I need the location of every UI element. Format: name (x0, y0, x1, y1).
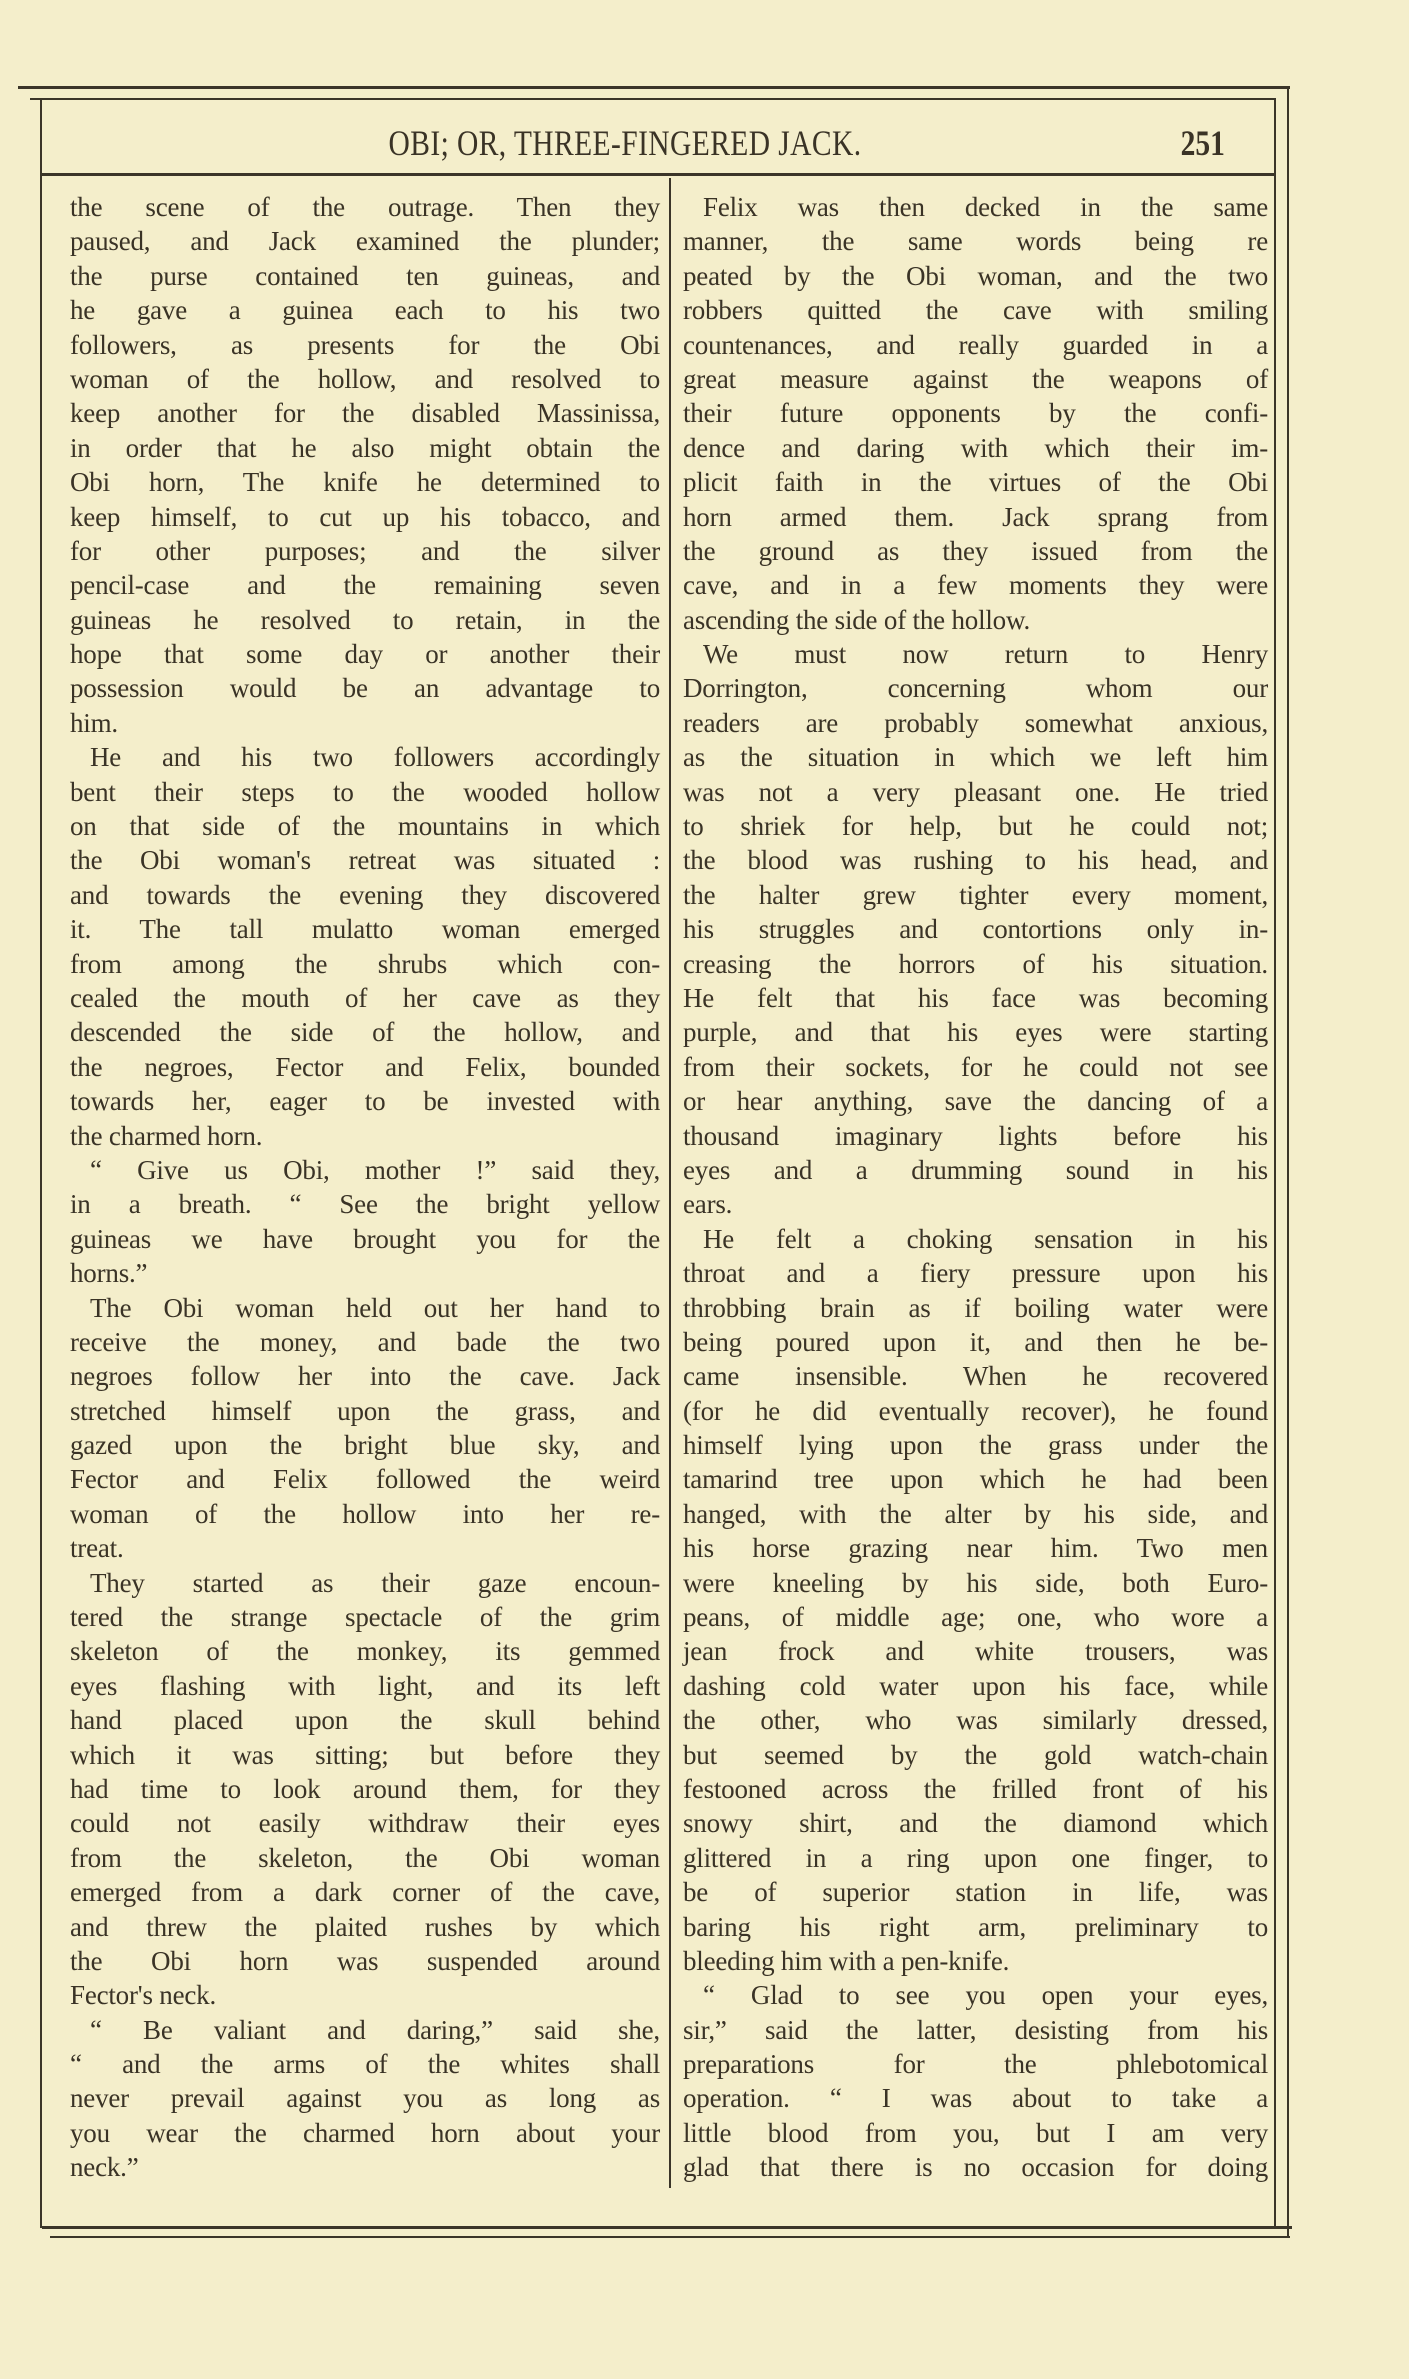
text-line: was not a very pleasant one. He tried (683, 776, 1268, 807)
text-line: you wear the charmed horn about your (70, 2117, 660, 2148)
text-line: great measure against the weapons of (683, 363, 1268, 394)
text-line: and threw the plaited rushes by which (70, 1911, 660, 1942)
text-line: eyes and a drumming sound in his (683, 1154, 1268, 1185)
left-column (70, 190, 660, 2185)
text-line: ascending the side of the hollow. (683, 604, 1031, 635)
text-line: hand placed upon the skull behind (70, 1705, 660, 1736)
text-line: The Obi woman held out her hand to (90, 1292, 660, 1323)
text-line: he gave a guinea each to his two (70, 295, 660, 326)
frame-right (1274, 98, 1276, 2228)
text-line: He felt a choking sensation in his (703, 1223, 1268, 1254)
text-line: in a breath. “ See the bright yellow (70, 1189, 660, 1220)
text-line: their future opponents by the confi- (683, 398, 1268, 429)
text-line: He and his two followers accordingly (90, 742, 660, 773)
text-line: creasing the horrors of his situation. (683, 948, 1268, 979)
text-line: from among the shrubs which con- (70, 948, 660, 979)
text-line: tamarind tree upon which he had been (683, 1464, 1268, 1495)
text-line: and towards the evening they discovered (70, 879, 660, 910)
text-line: woman of the hollow into her re- (70, 1498, 660, 1529)
text-line: (for he did eventually recover), he found (683, 1395, 1268, 1426)
text-line: the Obi horn was suspended around (70, 1945, 660, 1976)
text-line: hanged, with the alter by his side, and (683, 1498, 1268, 1529)
text-line: neck.” (70, 2152, 139, 2183)
text-line: emerged from a dark corner of the cave, (70, 1877, 660, 1908)
running-header (40, 120, 1225, 170)
text-line: thousand imaginary lights before his (683, 1120, 1268, 1151)
text-line: guineas we have brought you for the (70, 1223, 660, 1254)
inner-frame-top (30, 98, 1275, 100)
text-line: festooned across the frilled front of his (683, 1773, 1268, 1804)
text-line: for other purposes; and the silver (70, 535, 660, 566)
text-line: “ Give us Obi, mother !” said they, (90, 1154, 660, 1185)
text-line: robbers quitted the cave with smiling (683, 295, 1268, 326)
text-line: sir,” said the latter, desisting from his (683, 2014, 1268, 2045)
text-line: cealed the mouth of her cave as they (70, 982, 660, 1013)
text-line: negroes follow her into the cave. Jack (70, 1361, 660, 1392)
text-line: bleeding him with a pen-knife. (683, 1945, 1010, 1976)
text-line: dashing cold water upon his face, while (683, 1670, 1268, 1701)
text-line: jean frock and white trousers, was (683, 1636, 1268, 1667)
text-line: the blood was rushing to his head, and (683, 845, 1268, 876)
text-line: skeleton of the monkey, its gemmed (70, 1636, 660, 1667)
text-line: Fector's neck. (70, 1980, 217, 2011)
text-line: be of superior station in life, was (683, 1877, 1268, 1908)
text-line: keep another for the disabled Massinissa, (70, 398, 660, 429)
text-line: receive the money, and bade the two (70, 1326, 660, 1357)
text-line: Dorrington, concerning whom our (683, 673, 1268, 704)
outer-frame-right (1287, 86, 1289, 2236)
text-line: his struggles and contortions only in- (683, 914, 1268, 945)
text-line: possession would be an advantage to (70, 673, 660, 704)
text-line: from the skeleton, the Obi woman (70, 1842, 660, 1873)
text-line: never prevail against you as long as (70, 2083, 660, 2114)
text-line: but seemed by the gold watch-chain (683, 1739, 1268, 1770)
text-line: towards her, eager to be invested with (70, 1086, 660, 1117)
text-line: glittered in a ring upon one finger, to (683, 1842, 1268, 1873)
text-line: in order that he also might obtain the (70, 432, 660, 463)
text-line: snowy shirt, and the diamond which (683, 1808, 1268, 1839)
text-line: horn armed them. Jack sprang from (683, 501, 1268, 532)
text-line: from their sockets, for he could not see (683, 1051, 1268, 1082)
text-line: as the situation in which we left him (683, 742, 1268, 773)
text-line: pencil-case and the remaining seven (70, 570, 660, 601)
text-line: plicit faith in the virtues of the Obi (683, 467, 1268, 498)
text-line: stretched himself upon the grass, and (70, 1395, 660, 1426)
text-line: woman of the hollow, and resolved to (70, 363, 660, 394)
text-line: throbbing brain as if boiling water were (683, 1292, 1268, 1323)
text-line: ears. (683, 1189, 733, 1220)
text-line: readers are probably somewhat anxious, (683, 707, 1268, 738)
text-line: which it was sitting; but before they (70, 1739, 660, 1770)
text-line: throat and a fiery pressure upon his (683, 1258, 1268, 1289)
text-line: peans, of middle age; one, who wore a (683, 1602, 1268, 1633)
running-title: OBI; OR, THREE-FINGERED JACK. (388, 123, 862, 163)
text-line: glad that there is no occasion for doing (683, 2152, 1268, 2183)
text-line: eyes flashing with light, and its left (70, 1670, 660, 1701)
text-line: his horse grazing near him. Two men (683, 1533, 1268, 1564)
text-line: manner, the same words being re (683, 226, 1268, 257)
text-line: hope that some day or another their (70, 639, 660, 670)
text-line: the Obi woman's retreat was situated : (70, 845, 660, 876)
text-line: keep himself, to cut up his tobacco, and (70, 501, 660, 532)
text-line: could not easily withdraw their eyes (70, 1808, 660, 1839)
text-line: treat. (70, 1533, 124, 1564)
outer-frame-top (18, 86, 1290, 89)
text-line: “ Be valiant and daring,” said she, (90, 2014, 660, 2045)
text-line: “ Glad to see you open your eyes, (703, 1980, 1268, 2011)
text-line: bent their steps to the wooded hollow (70, 776, 660, 807)
text-line: it. The tall mulatto woman emerged (70, 914, 660, 945)
text-line: We must now return to Henry (703, 639, 1268, 670)
text-line: guineas he resolved to retain, in the (70, 604, 660, 635)
text-line: little blood from you, but I am very (683, 2117, 1268, 2148)
text-line: were kneeling by his side, both Euro- (683, 1567, 1268, 1598)
column-divider (669, 178, 671, 2188)
bottom-rule (42, 2226, 1292, 2229)
text-line: He felt that his face was becoming (683, 982, 1268, 1013)
text-line: purple, and that his eyes were starting (683, 1017, 1268, 1048)
frame-left (40, 98, 42, 2228)
text-line: the purse contained ten guineas, and (70, 260, 660, 291)
text-line: the other, who was similarly dressed, (683, 1705, 1268, 1736)
text-line: the negroes, Fector and Felix, bounded (70, 1051, 660, 1082)
text-line: gazed upon the bright blue sky, and (70, 1430, 660, 1461)
text-line: tered the strange spectacle of the grim (70, 1602, 660, 1633)
text-line: or hear anything, save the dancing of a (683, 1086, 1268, 1117)
text-line: countenances, and really guarded in a (683, 329, 1268, 360)
text-line: the halter grew tighter every moment, (683, 879, 1268, 910)
text-line: to shriek for help, but he could not; (683, 811, 1268, 842)
text-line: peated by the Obi woman, and the two (683, 260, 1268, 291)
text-line: on that side of the mountains in which (70, 811, 660, 842)
text-line: cave, and in a few moments they were (683, 570, 1268, 601)
text-line: the scene of the outrage. Then they (70, 192, 660, 222)
text-line: came insensible. When he recovered (683, 1361, 1268, 1392)
text-line: being poured upon it, and then he be- (683, 1326, 1268, 1357)
page-number: 251 (1180, 123, 1225, 163)
text-line: operation. “ I was about to take a (683, 2083, 1268, 2114)
text-line: the ground as they issued from the (683, 535, 1268, 566)
text-line: himself lying upon the grass under the (683, 1430, 1268, 1461)
text-line: Felix was then decked in the same (703, 192, 1268, 222)
text-line: Fector and Felix followed the weird (70, 1464, 660, 1495)
text-line: They started as their gaze encoun- (90, 1567, 660, 1598)
text-line: preparations for the phlebotomical (683, 2049, 1268, 2080)
text-line: dence and daring with which their im- (683, 432, 1268, 463)
text-line: the charmed horn. (70, 1120, 263, 1151)
header-rule (42, 173, 1274, 176)
text-line: baring his right arm, preliminary to (683, 1911, 1268, 1942)
bottom-rule-outer (50, 2236, 1290, 2238)
text-line: descended the side of the hollow, and (70, 1017, 660, 1048)
text-line: “ and the arms of the whites shall (70, 2049, 660, 2080)
text-line: followers, as presents for the Obi (70, 329, 660, 360)
text-line: Obi horn, The knife he determined to (70, 467, 660, 498)
text-line: had time to look around them, for they (70, 1773, 660, 1804)
text-line: paused, and Jack examined the plunder; (70, 226, 660, 257)
text-line: horns.” (70, 1258, 148, 1289)
text-line: him. (70, 707, 118, 738)
right-column (683, 190, 1268, 2185)
